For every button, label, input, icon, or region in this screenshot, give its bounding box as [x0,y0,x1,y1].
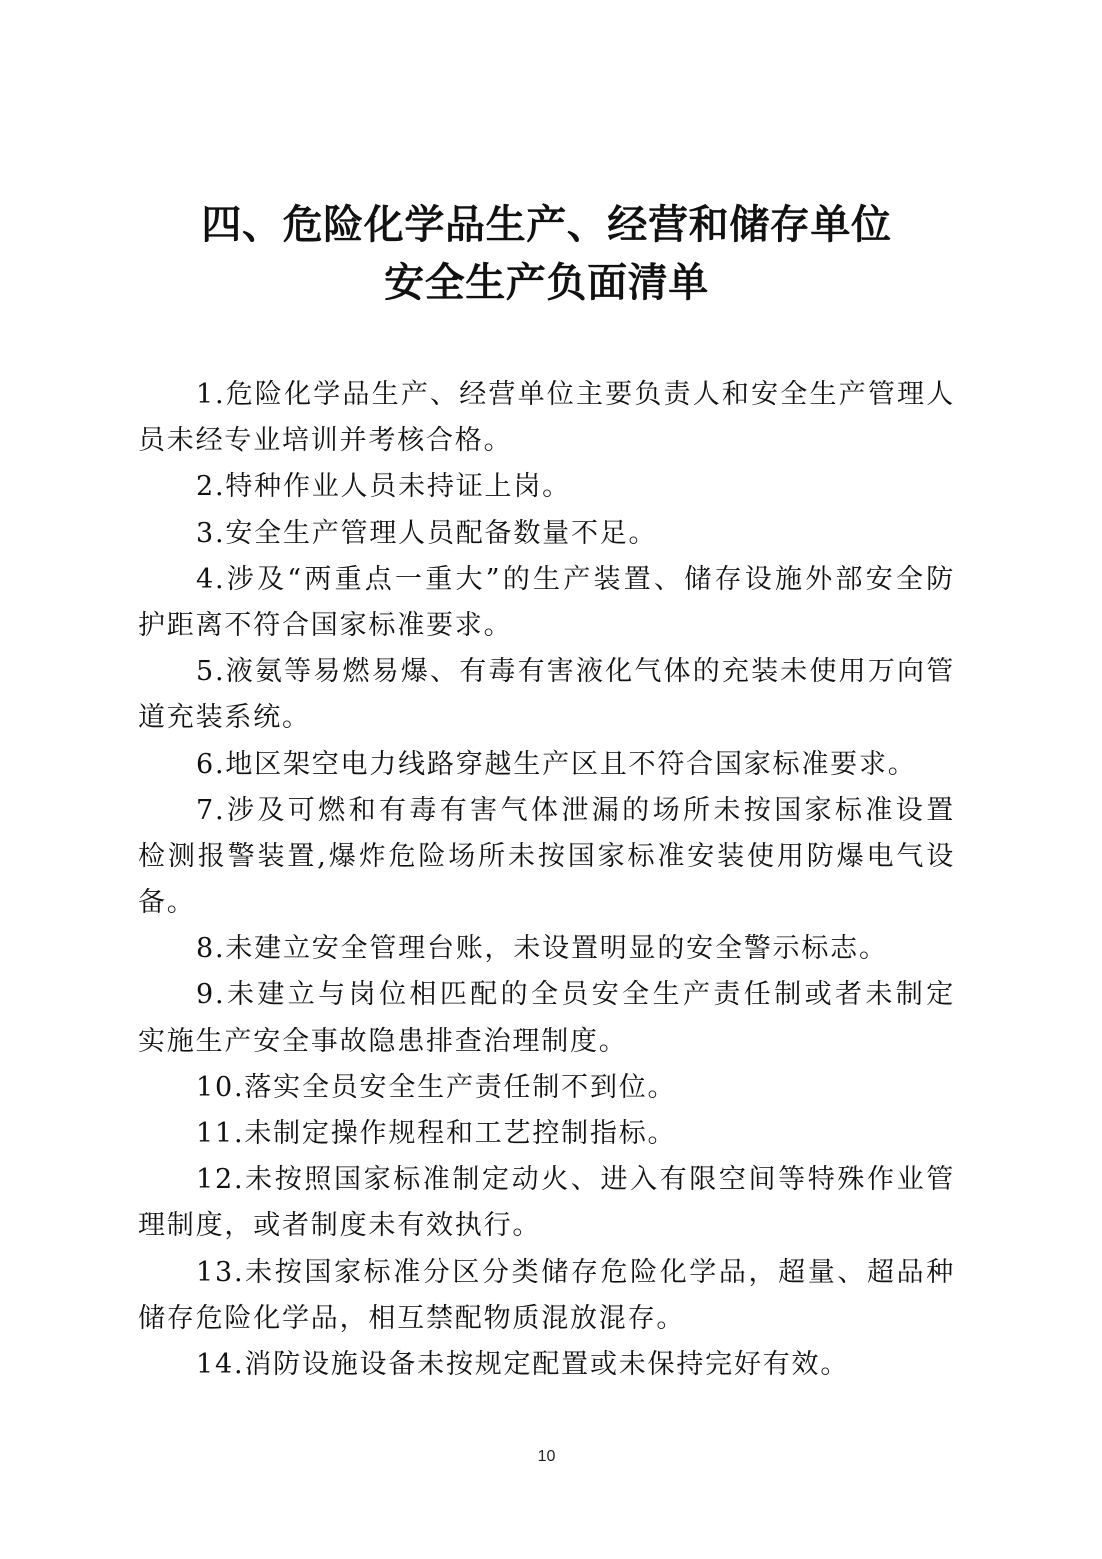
list-item-line: 11.未制定操作规程和工艺控制指标。 [196,1118,677,1149]
list-item [138,742,955,788]
list-item [138,649,955,741]
page-title-line-2: 安全生产负面清单 [384,260,709,306]
page-title [138,196,955,312]
list-item-line: 4.涉及“两重点一重大”的生产装置、储存设施外部安全防 [196,563,955,595]
list-item-line: 7.涉及可燃和有毒有害气体泄漏的场所未按国家标准设置 [196,794,955,826]
list-item-line: 护距离不符合国家标准要求。 [138,609,513,641]
list-item [138,511,955,557]
list-item-line: 1.危险化学品生产、经营单位主要负责人和安全生产管理人 [196,379,955,410]
list-item-line: 9.未建立与岗位相匹配的全员安全生产责任制或者未制定 [196,979,955,1011]
list-item [138,372,955,464]
list-item-line: 检测报警装置,爆炸危险场所未按国家标准安装使用防爆电气设 [138,840,955,872]
page-title-line-1: 四、危险化学品生产、经营和储存单位 [201,202,892,248]
list-item [138,1342,955,1388]
list-item-line: 实施生产安全事故隐患排查治理制度。 [138,1025,628,1057]
list-item [138,788,955,927]
list-item-line: 13.未按国家标准分区分类储存危险化学品，超量、超品种 [196,1256,955,1288]
list-item-line: 10.落实全员安全生产责任制不到位。 [196,1071,677,1103]
list-item [138,464,955,510]
list-item [138,926,955,972]
list-item-line: 5.液氨等易燃易爆、有毒有害液化气体的充装未使用万向管 [196,656,955,688]
list-item-line: 储存危险化学品，相互禁配物质混放混存。 [138,1302,686,1334]
list-item-line: 员未经专业培训并考核合格。 [138,425,513,457]
list-item [138,557,955,649]
negative-list [138,372,955,1388]
list-item-line: 理制度，或者制度未有效执行。 [138,1210,542,1242]
list-item [138,972,955,1064]
list-item [138,1111,955,1157]
list-item-line: 备。 [138,887,196,919]
list-item-line: 8.未建立安全管理台账，未设置明显的安全警示标志。 [196,933,888,965]
list-item-line: 2.特种作业人员未持证上岗。 [196,471,571,503]
list-item-line: 道充装系统。 [138,702,311,734]
list-item [138,1065,955,1111]
list-item-line: 14.消防设施设备未按规定配置或未保持完好有效。 [196,1348,850,1380]
list-item-line: 3.安全生产管理人员配备数量不足。 [196,517,658,549]
list-item [138,1157,955,1249]
list-item [138,1250,955,1342]
list-item-line: 6.地区架空电力线路穿越生产区且不符合国家标准要求。 [196,748,917,780]
list-item-line: 12.未按照国家标准制定动火、进入有限空间等特殊作业管 [196,1164,955,1196]
page-number: 10 [537,1448,556,1465]
